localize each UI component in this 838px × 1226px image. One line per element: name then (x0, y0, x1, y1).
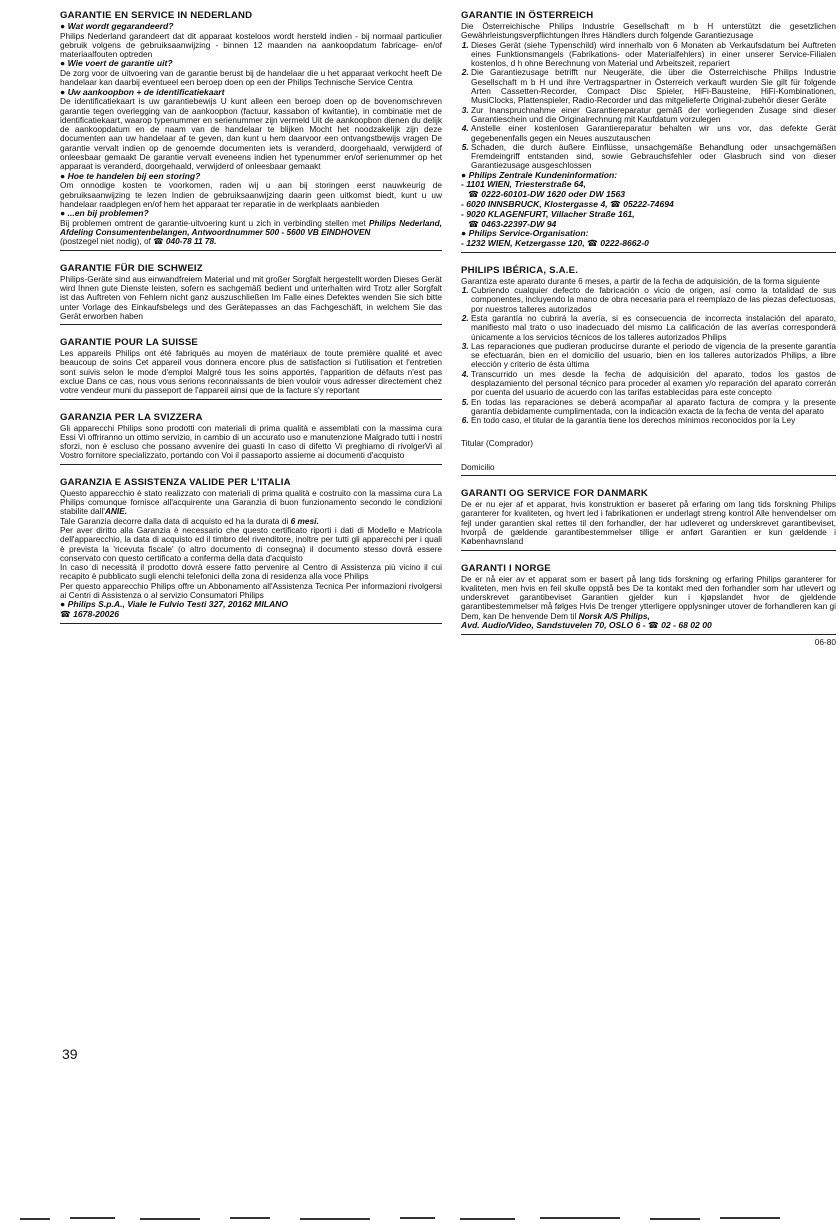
section-title-italia: GARANZIA E ASSISTENZA VALIDE PER L'ITALIA (60, 476, 291, 488)
phone-icon: ☎ (468, 218, 479, 229)
list-item (461, 239, 836, 249)
terms-list (461, 286, 836, 425)
section-iberica (461, 265, 836, 476)
paragraph (60, 489, 442, 517)
section-danmark (461, 488, 836, 550)
list-item: 3. Zur Inanspruchnahme einer Garantiereparatur gemäß der vorliegenden Zusage sind dieser Garantieschein und die Originalrechnung mit Kaufdatum vorzulegen (471, 106, 836, 125)
paragraph: De er nu ejer af et apparat, hvis konstruktion er baseret på erfaring om lang tids forskning Philips garanterer for kvaliteten, og hvert led i fabrikationen er underlagt streng kontrol Alle henvendelser om fejl under garantien skal rettes til den forhandler, der har udleveret og underskrevet garantibeviset, hvorpå de gældende garantibestemmelser tillige er anført Garantien er kun gældende i Københavnsland (461, 499, 836, 547)
scan-edge-artifact (0, 1208, 838, 1226)
address-text: Avd. Audio/Video, Sandstuvelen 70, OSLO 6 - (461, 620, 646, 631)
paragraph: Philips-Geräte sind aus einwandfreiem Material und mit großer Sorgfalt hergestellt worden Dieses Gerät wird Ihnen gute Dienste leisten, sofern es sachgemäß bedient und unterhalten wird Trotz aller Sorgfalt ist das Auftreten von Fehlern nicht ganz auszuschließen Im Falle eines Defektes wenden Sie sich bitte unter Vorlage des Einkaufsbelegs und des Gerätepasses an das Fachgeschäft, in welchem Sie das Gerät erworben haben (60, 273, 442, 321)
section-italia (60, 477, 442, 624)
paragraph: Les appareils Philips ont été fabriqués au moyen de matériaux de toute première qualité et avec beaucoup de soins Cet appareil vous donnera encore plus de satisfaction si l'utilisation et l'entretien sont suivis selon le mode d'emploi Malgré tous les soins apportés, l'apparition de défauts n'est pas exclue Dans ce cas, nous vous serions reconnaissants de bien vouloir vous adresser directement chez votre vendeur muni du passeport de l'appareil ainsi que de la facture s'y reportant (60, 348, 442, 396)
phone-italia (60, 610, 442, 620)
subheading-who-executes: ● Wie voert de garantie uit? (60, 59, 442, 69)
list-item: 2. Esta garantía no cubrirá la avería, si es consecuencia de incorrecta instalación del aparato, manifiesto mal trato o uso inadecuado del mismo La calificación de las averías corresponderá únicamente a los servicios técnicos de los talleres autorizados Philips (471, 314, 836, 342)
paragraph: Per aver diritto alla Garanzia è necessario che questo certificato riporti i dati di Modello e Matricola dell'apparecchio, la data di acquisto ed il timbro del rivenditore, inoltre per tutti gli apparecchi per i quali è prevista la 'ricevuta fiscale' (o altro documento di consegna) il documento stesso dovrà essere conservato con questo certificato a conferma della data d'acquisto (60, 524, 442, 563)
list-item: 5. Schaden, die durch äußere Einflüsse, unsachgemäße Behandlung oder unsachgemäßen Fremdeingriff entstanden sind, sowie Gebrauchsfehler oder Glasbruch sind von dieser Garantiezusage ausgeschlossen (471, 143, 836, 171)
section-title-oesterreich: GARANTIE IN ÖSTERREICH (461, 10, 594, 21)
paragraph: Per questo apparecchio Philips offre un Abbonamento all'Assistenza Tecnica Per informazioni rivolgersi ai Centri di Assistenza o al servizio Consumatori Philips (60, 580, 442, 601)
page-number: 39 (62, 1046, 78, 1062)
section-oesterreich (461, 10, 836, 253)
postage-note: (postzegel niet nodig), of (60, 236, 151, 247)
section-norge (461, 563, 836, 635)
right-column (461, 10, 836, 647)
anie-label: ANIE. (104, 506, 128, 517)
address-line: - 1101 WIEN, Triesterstraße 64, (461, 179, 586, 190)
paragraph: De zorg voor de uitvoering van de garantie berust bij de handelaar die u het apparaat verkocht heeft De handelaar kan daarbij eventueel een beroep doen op een der Philips Technische Service Centra (60, 68, 442, 88)
paragraph (461, 575, 836, 621)
address-text: Philips S.p.A., Viale le Fulvio Testi 327, 20162 MILANO (67, 599, 289, 610)
phone-number: 05222-74694 (623, 198, 674, 209)
paragraph: Gli apparecchi Philips sono prodotti con materiali di prima qualità e assemblati con la massima cura Essi Vi offriranno un ottimo servizio, in cambio di un accurato uso e manutenzione Malgrado tutti i nostri sforzi, non è escluso che possano avvenire dei guasti In caso di difetto Vi preghiamo di rivolgerVi al Vostro fornitore specializzato, portando con Voi il passaporto assieme ai documenti d'acquisto (60, 422, 442, 461)
section-svizzera (60, 412, 442, 465)
address-line: - 6020 INNSBRUCK, Klostergasse 4, (461, 198, 608, 209)
section-title-danmark: GARANTI OG SERVICE FOR DANMARK (461, 488, 649, 500)
subheading-what-guaranteed: ● Wat wordt gegarandeerd? (60, 22, 442, 32)
paragraph: Die Österreichische Philips Industrie Gesellschaft m b H unterstützt die gesetzlichen Gewährleistungsverpflichtungen Ihres Händlers durch folgende Garantiezusage (461, 21, 836, 41)
list-item: 1. Dieses Gerät (siehe Typenschild) wird innerhalb von 6 Monaten ab Verkaufsdatum bei Auftreten eines Funktionsmangels (Fabrikations- oder Materialfehlers) in einer unserer Service-Filialen kostenlos, d h ohne Berechnung von Material und Arbeitszeit, repariert (471, 41, 836, 69)
subheading-problems: ● ...en bij problemen? (60, 209, 442, 219)
list-item (461, 180, 836, 200)
phone-number: 1678-20026 (73, 608, 119, 619)
paragraph: De identificatiekaart is uw garantiebewijs U kunt alleen een beroep doen op de bovenomschreven garantie tegen overlegging van de aankoopbon (factuur, kassabon of kwitantie), in combinatie met de identificatiekaart, waarop typenummer en serienummer zijn vermeld Uit de aankoopbon dienen du delijk de aankoopdatum en de naam van de handelaar te blijken Mocht het noodzakelijk zijn deze documenten aan uw handelaar af te geven, dan kunt u hem daarvoor een ontvangstbewijs vragen De garantie vervalt indien op de genoemde documenten iets is veranderd, doorgehaald, verwijderd of onleesbaar gemaakt De garantie vervalt eveneens indien het typenummer en/of serienummer op het apparaat is veranderd, doorgehaald, verwijderd of onleesbaar gemaakt (60, 96, 442, 172)
holder-field: Titular (Comprador) (461, 438, 534, 449)
phone-icon: ☎ (587, 237, 598, 248)
phone-icon: ☎ (468, 189, 479, 200)
address-line: - 9020 KLAGENFURT, Villacher Straße 161, (461, 208, 635, 219)
list-item: 5. En todas las reparaciones se deberá acompañar al aparato factura de compra y la presente garantía debidamente cumplimentada, con la indicación exacta de la fecha de venta del aparato (471, 398, 836, 417)
section-nederland (60, 10, 442, 251)
list-item: 2. Die Garantiezusage betrifft nur Neugeräte, die über die Österreichische Philips Industrie Gesellschaft m b H und ihre Vertragspartner in Österreich verkauft wurden Sie gilt für folgende Arten Cassetten-Recorder, Compact Disc Spieler, HiFi-Bausteine, HiFi-Kombinationen, MusiClocks, Plattenspieler, Radio-Recorder und das mitgelieferte Original-zubehör dieser Geräte (471, 68, 836, 105)
list-item: 4. Transcurrido un mes desde la fecha de adquisición del aparato, todos los gastos de desplazamiento del personal técnico para proceder al examen y/o reparación del aparato correrán por cuenta del usuario de acuerdo con las tarifas establecidas para este concepto (471, 370, 836, 398)
phone-icon: ☎ (648, 620, 659, 631)
contact-text: Bij problemen omtrent de garantie-uitvoering kunt u zich in verbinding stellen met (60, 217, 366, 228)
paragraph-text: Tale Garanzia decorre dalla data di acquisto ed ha la durata di (60, 515, 289, 526)
address-list (461, 180, 836, 229)
section-title-nederland: GARANTIE EN SERVICE IN NEDERLAND (60, 10, 253, 21)
contact-organisation: Philips Nederland, Afdeling Consumentenbelangen, Antwoordnummer 500 - 5600 VB EINDHOVEN (60, 217, 442, 238)
domicile-field: Domicilio (461, 461, 495, 472)
terms-list (461, 41, 836, 171)
subheading-receipt-id-card: ● Uw aankoopbon + de identificatiekaart (60, 88, 442, 98)
phone-icon: ☎ (60, 608, 71, 619)
service-list (461, 239, 836, 249)
phone-number: 02 - 68 02 00 (661, 620, 712, 631)
phone-icon: ☎ (153, 236, 164, 247)
paragraph: Philips Nederland garandeert dat dit apparaat kosteloos wordt hersteld indien - bij normaal particulier gebruik volgens de gebruiksaanwijzing - binnen 12 maanden na aankoopdatum fabricage- en/of materiaalfouten optreden (60, 30, 442, 60)
left-column (60, 10, 442, 636)
paragraph: Om onnodige kosten te voorkomen, raden wij u aan bij storingen eerst nauwkeurig de gebruiksaanwijzing te lezen Indien de gebruiksaanwijzing daarin geen uitkomst biedt, kunt u uw handelaar raadplegen en/of hem het apparaat ter reparatie in de werkplaats aanbieden (60, 180, 442, 209)
section-title-iberica: PHILIPS IBÉRICA, S.A.E. (461, 264, 579, 276)
paragraph-text: De er nå eier av et apparat som er basert på lang tids forskning og erfaring Philips garanterer for kvaliteten, men hvis en feil skulle oppstå bes De ta kontakt med den forhandler som har utlevert og underskrevet garantibeviset Garantien gjelder kun i kjøpslandet hvor de gjeldende garantibestemmelser må følges Hvis De trenger ytterligere opplysninger utover de forhandleren kan gi Dem, kan De henvende Dem til (461, 573, 836, 621)
address-norge (461, 621, 836, 631)
section-title-svizzera: GARANZIA PER LA SVIZZERA (60, 411, 203, 423)
list-item: 4. Anstelle einer kostenlosen Garantiereparatur behalten wir uns vor, das defekte Gerät gegebenenfalls gegen ein Neues auszutauschen (471, 124, 836, 143)
list-item: 3. Las reparaciones que pudieran producirse durante el periodo de vigencia de la presente garantía se efectuarán, bien en el domicilio del usuario, bien en los talleres autorizados Philips, a libre elección y criterio de ésta última (471, 342, 836, 370)
org-name: Norsk A/S Philips, (578, 610, 650, 621)
paragraph: Garantiza este aparato durante 6 meses, a partir de la fecha de adquisición, de la forma siguiente (461, 275, 820, 286)
list-item: 6. En todo caso, el titular de la garantía tiene los derechos mínimos reconocidos por la Ley (471, 416, 836, 425)
section-suisse (60, 337, 442, 399)
phone-icon: ☎ (610, 198, 621, 209)
section-schweiz (60, 263, 442, 325)
list-item (461, 210, 836, 230)
service-org-label: Philips Service-Organisation: (468, 228, 589, 239)
section-title-schweiz: GARANTIE FÜR DIE SCHWEIZ (60, 262, 203, 274)
paragraph: In caso di necessità il prodotto dovrà essere fatto pervenire al Centro di Assistenza più vicino il cui recapito è pubblicato sugli elenchi telefonici della zona di residenza alla voce Philips (60, 562, 442, 582)
paragraph-contact (60, 219, 442, 247)
list-item: 1. Cubriendo cualquier defecto de fabricación o vicio de origen, así como la totalidad de sus componentes, incluyendo la mano de obra necesaria para el reemplazo de las piezas defectuosas, por nuestros talleres autorizados (471, 286, 836, 314)
phone-number: 0222-8662-0 (600, 237, 649, 248)
section-title-suisse: GARANTIE POUR LA SUISSE (60, 337, 199, 349)
paragraph-text: Questo apparecchio è stato realizzato con materiali di prima qualità e costruito con la massima cura La Philips comunque fornisce all'acquirente una Garanzia di buon funzionamento secondo le condizioni stabilite dall' (60, 487, 442, 517)
section-title-norge: GARANTI I NORGE (461, 562, 551, 574)
warranty-duration: 6 mesi. (290, 515, 319, 526)
phone-number: 0222-60101-DW 1620 oder DW 1563 (481, 189, 626, 200)
phone-number: 040-78 11 78. (165, 236, 217, 247)
document-reference: 06-80 (814, 636, 836, 647)
phone-number: 0463-22397-DW 94 (481, 218, 557, 229)
subheading-malfunction: ● Hoe te handelen bij een storing? (60, 172, 442, 182)
address-line: - 1232 WIEN, Ketzergasse 120, (461, 237, 585, 248)
customer-info-label: Philips Zentrale Kundeninformation: (468, 169, 618, 180)
